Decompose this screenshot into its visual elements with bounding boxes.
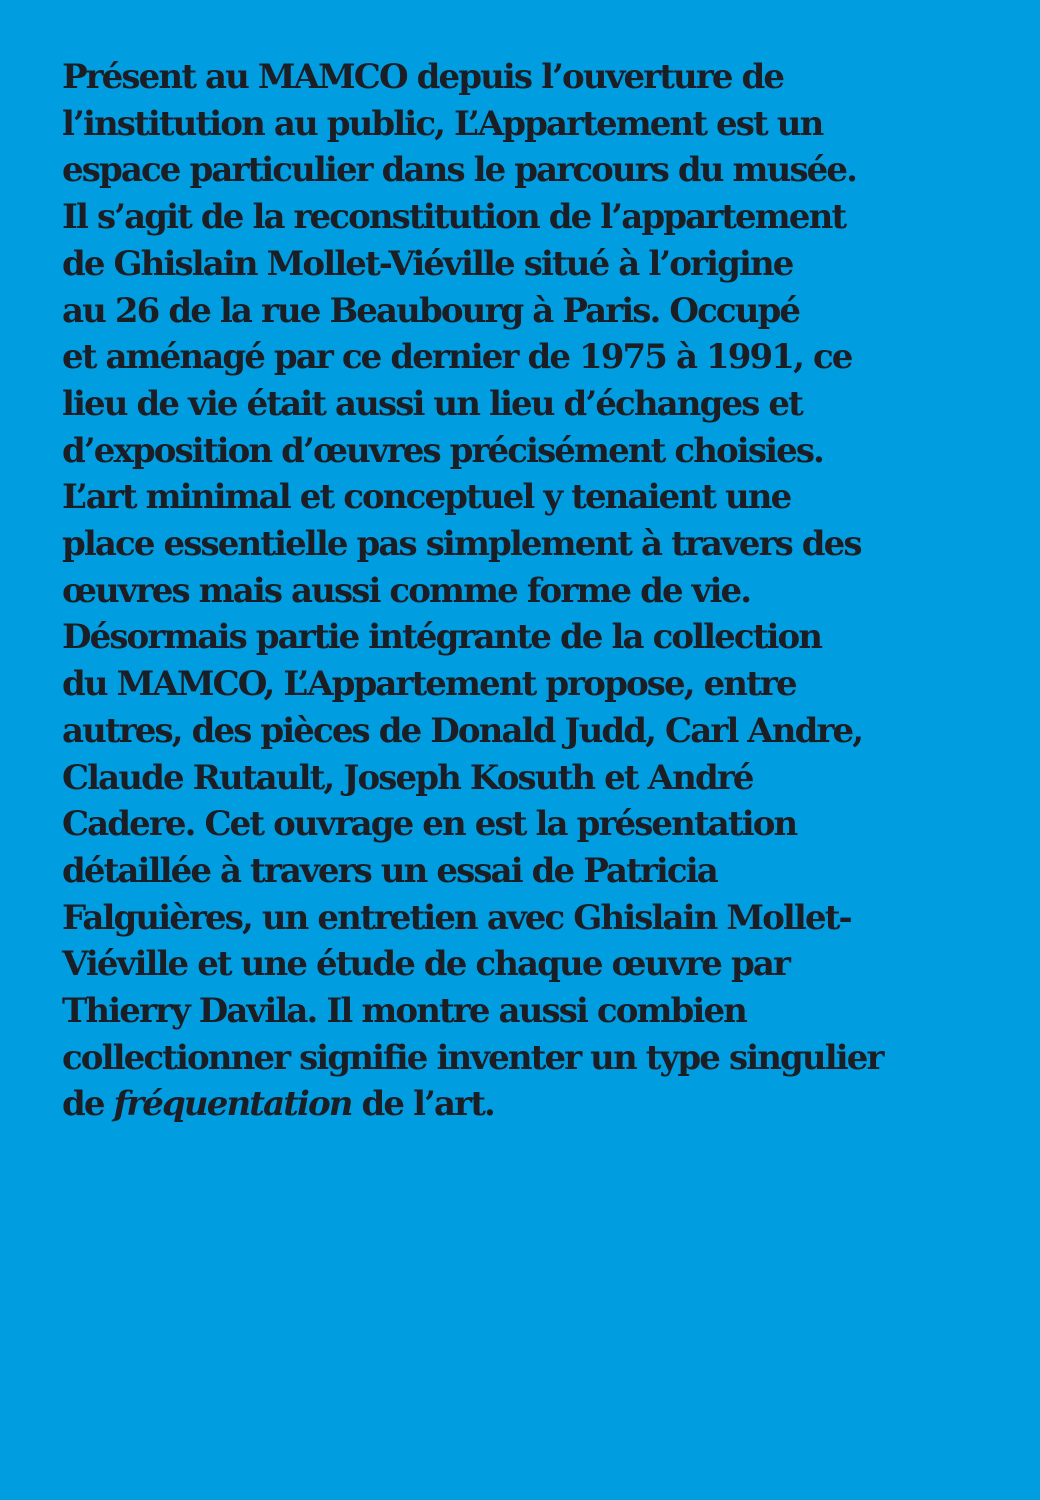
blurb-line: Viéville et une étude de chaque œuvre par xyxy=(62,944,789,985)
blurb-line: œuvres mais aussi comme forme de vie. xyxy=(62,570,751,611)
blurb-line: Claude Rutault, Joseph Kosuth et André xyxy=(62,757,753,798)
blurb-line: d’exposition d’œuvres précisément choisies. xyxy=(62,430,823,471)
blurb-line: détaillée à travers un essai de Patricia xyxy=(62,850,717,891)
blurb-line: du MAMCO, L’Appartement propose, entre xyxy=(62,664,796,705)
blurb-line: lieu de vie était aussi un lieu d’échanges et xyxy=(62,383,802,424)
blurb-line: Présent au MAMCO depuis l’ouverture de xyxy=(62,57,784,97)
blurb-line: au 26 de la rue Beaubourg à Paris. Occupé xyxy=(62,290,800,331)
italic-word: fréquentation xyxy=(113,1084,352,1125)
blurb-line: Il s’agit de la reconstitution de l’appartement xyxy=(62,197,846,238)
blurb-line: Falguières, un entretien avec Ghislain Mollet- xyxy=(62,897,851,938)
blurb-line: L’art minimal et conceptuel y tenaient une xyxy=(62,477,791,518)
blurb-line: de Ghislain Mollet-Viéville situé à l’origine xyxy=(62,243,793,284)
blurb-line: espace particulier dans le parcours du musée. xyxy=(62,150,857,191)
last-line-end: de l’art. xyxy=(351,1084,494,1125)
blurb-line: collectionner signifie inventer un type singulier xyxy=(62,1037,883,1078)
last-line-start: de xyxy=(62,1084,114,1125)
blurb-line: place essentielle pas simplement à travers des xyxy=(62,524,861,565)
blurb-line: Désormais partie intégrante de la collection xyxy=(62,617,822,658)
blurb-last-line xyxy=(62,1081,1002,1128)
blurb-line: et aménagé par ce dernier de 1975 à 1991, ce xyxy=(62,337,852,378)
blurb-line: l’institution au public, L’Appartement est un xyxy=(62,103,823,144)
blurb-line: Cadere. Cet ouvrage en est la présentation xyxy=(62,804,797,845)
blurb-line: Thierry Davila. Il montre aussi combien xyxy=(62,991,746,1032)
cover-blurb xyxy=(62,54,1002,1128)
blurb-line: autres, des pièces de Donald Judd, Carl Andre, xyxy=(62,710,863,751)
